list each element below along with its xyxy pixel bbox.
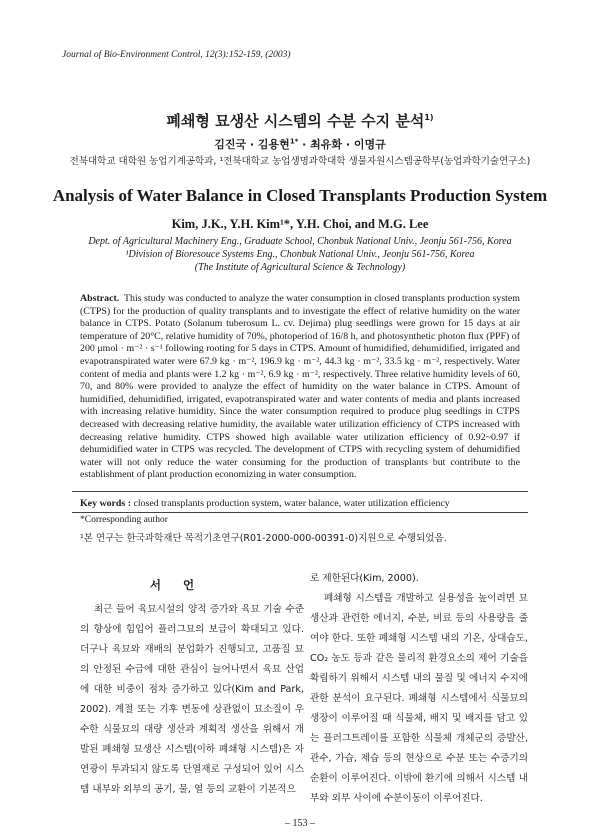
page-number: – 153 – xyxy=(285,818,315,829)
section-heading-introduction: 서언 xyxy=(149,578,217,592)
keywords-label: Key words : xyxy=(80,498,132,509)
abstract-label: Abstract. xyxy=(80,293,120,304)
korean-authors-mark: 1* xyxy=(289,137,299,146)
korean-authors-b: · 최유화 · 이명규 xyxy=(298,138,386,151)
english-authors: Kim, J.K., Y.H. Kim¹*, Y.H. Choi, and M.G. Lee xyxy=(171,217,429,231)
keywords-text: closed transplants production system, water balance, water utilization efficiency xyxy=(133,498,450,509)
journal-citation: Journal of Bio-Environment Control, 12(3):152-159, (2003) xyxy=(62,50,291,60)
abstract-text: This study was conducted to analyze the water consumption in closed transplants production system (CTPS) for the production of quality transplants and to investigate the effect of relative humidity on the water balance in CTPS. Potato (Solanum tuberosum L. cv. Dejima) plug seedlings were grown for 15 days at air temperature of 20°C, relative humidity of 70%, photoperiod of 16/8 h, and photosynthetic photon flux (PPF) of 200 μmol · m⁻² · s⁻¹ following rooting for 5 days in CTPS. Amount of humidified, dehumidified, irrigated and evapotranspirated water were 67.9 kg · m⁻², 196.9 kg · m⁻², 44.3 kg · m⁻², 33.5 kg · m⁻², respectively. Water content of media and plants were 1.2 kg · m⁻², 6.9 kg · m⁻², respectively. Three relative humidity levels of 60, 70, and 80% were provided to analyze the effect of humidity on the water balance in CTPS. Amount of humidified, dehumidified, irrigated, evapotranspirated water and water contents of media and plants increased with increasing relative humidity. Since the water consumption required to produce plug seedlings in CTPS decreased with decreasing relative humidity, the available water utilization efficiency of CTPS increased with decreasing relative humidity. CTPS showed high available water utilization efficiency of 0.92~0.97 if dehumidified water in CTPS was recycled. The development of CTPS with recycling system of dehumidified water will not only reduce the water consuming for the production of transplants but contribute to the establishment of plant production economizing in water consumption. xyxy=(80,293,520,481)
korean-affiliation: 전북대학교 대학원 농업기계공학과, ¹전북대학교 농업생명과학대학 생물자원시스템공학부(농업과학기술연구소) xyxy=(69,156,531,167)
funding-footnote: ¹본 연구는 한국과학재단 목적기초연구(R01-2000-000-00391-0)지원으로 수행되었음. xyxy=(80,533,447,544)
keywords xyxy=(80,498,520,509)
abstract xyxy=(80,293,520,482)
keywords-top-rule xyxy=(72,491,528,492)
korean-title-footnote-mark: 1) xyxy=(424,113,434,122)
affiliation-line-3: (The Institute of Agricultural Science & Technology) xyxy=(194,262,406,273)
korean-title xyxy=(0,110,600,131)
affiliation-line-1: Dept. of Agricultural Machinery Eng., Graduate School, Chonbuk National Univ., Jeonju 561-756, Korea xyxy=(88,236,512,247)
english-title: Analysis of Water Balance in Closed Transplants Production System xyxy=(52,186,548,205)
corresponding-author-note: *Corresponding author xyxy=(80,515,168,525)
korean-authors-a: 김진국 · 김용현 xyxy=(214,138,290,151)
body-column-left: 최근 들어 육묘시설의 양적 증가와 육묘 기술 수준의 향상에 힘입어 플러그묘의 보급이 확대되고 있다. 더구나 육묘와 재배의 분업화가 진행되고, 고품질 묘의 안정된 수급에 대한 관심이 늘어나면서 육묘 산업에 대한 비중이 점차 증가하고 있다(Kim and Park, 2002). 계절 또는 기후 변동에 상관없이 묘소질이 우수한 식물묘의 대량 생산과 계획적 생산을 위해서 개발된 폐쇄형 묘생산 시스템(이하 폐쇄형 시스템)은 자연광이 투과되지 않도록 단열재로 구성되어 있어 시스템 내부와 외부의 공기, 물, 열 등의 교환이 기본적으 xyxy=(80,604,304,795)
korean-title-text: 폐쇄형 묘생산 시스템의 수분 수지 분석 xyxy=(166,112,425,130)
body-right-paragraph-2: 폐쇄형 시스템을 개발하고 실용성을 높이려면 묘생산과 관련한 에너지, 수분, 비료 등의 사용량을 줄여야 한다. 또한 폐쇄형 시스템 내의 기온, 상대습도, CO₂ 농도 등과 같은 물리적 환경요소의 제어 기술을 확립하기 위해서 시스템 내의 물질 및 에너지 수지에 관한 분석이 요구된다. 폐쇄형 시스템에서 식물묘의 생장이 이루어질 때 식물체, 배지 및 배지를 담고 있는 플러그트레이를 포함한 식물체 개체군의 증발산, 관수, 가습, 제습 등의 현상으로 수분 또는 수증기의 순환이 이루어진다. 이밖에 환기에 의해서 시스템 내부와 외부 사이에 수분이동이 이루어진다. xyxy=(310,593,528,804)
keywords-bottom-rule xyxy=(72,512,528,513)
body-right-paragraph-1: 로 제한된다(Kim, 2000). xyxy=(310,573,419,584)
body-column-right xyxy=(310,569,528,809)
affiliation-line-2: ¹Division of Bioresouce Systems Eng., Chonbuk National Univ., Jeonju 561-756, Korea xyxy=(125,249,475,260)
korean-authors xyxy=(0,136,600,152)
